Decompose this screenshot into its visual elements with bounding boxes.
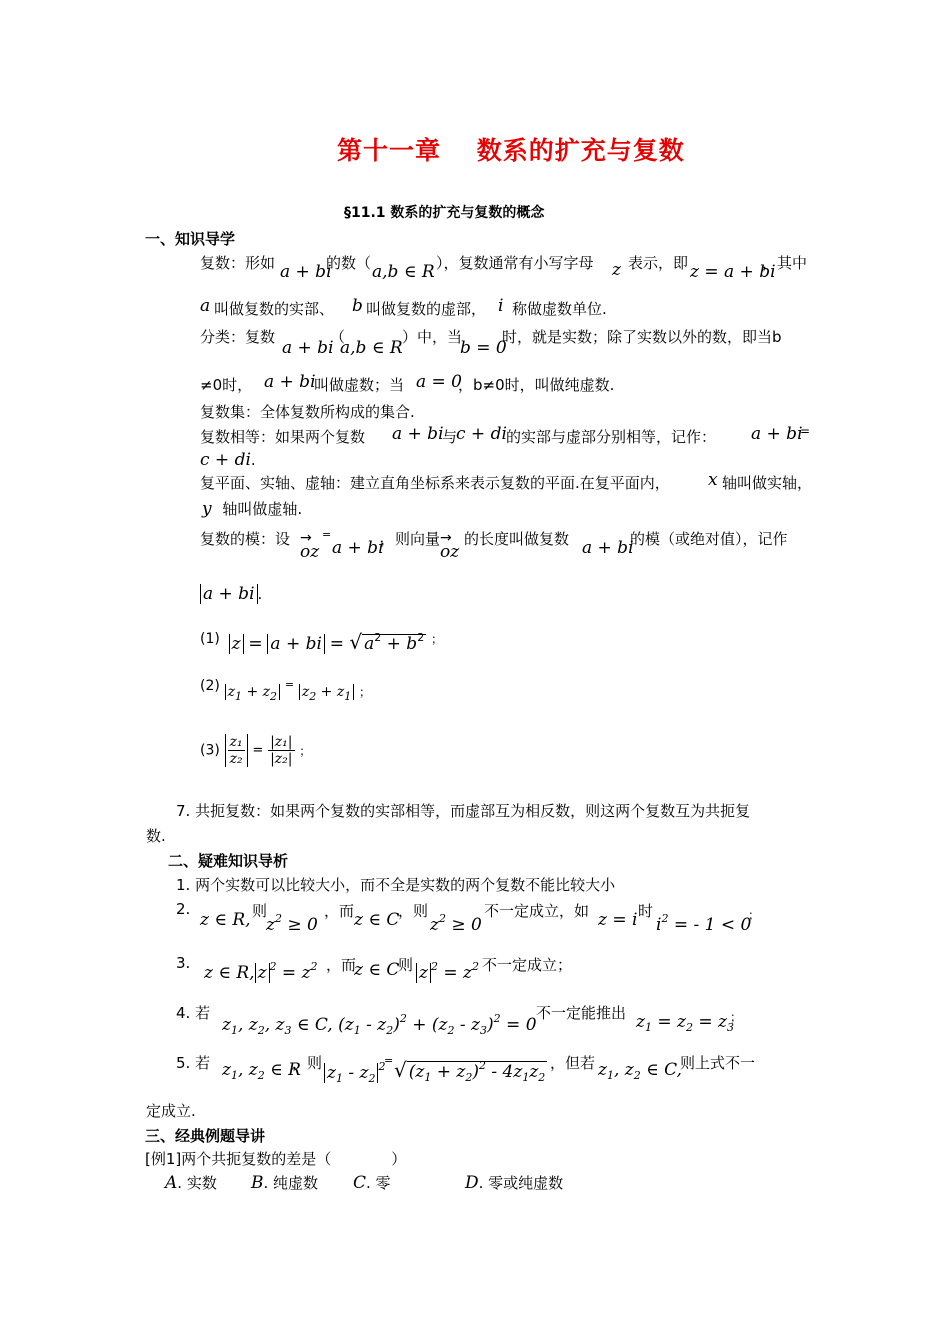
sub: 1 bbox=[235, 690, 243, 703]
math bbox=[416, 960, 479, 983]
math: z bbox=[612, 260, 621, 280]
p2-item1: 1. 两个实数可以比较大小，而不全是实数的两个复数不能比较大小 bbox=[176, 876, 616, 894]
math: , z bbox=[264, 1015, 285, 1035]
math: - 4z bbox=[486, 1062, 523, 1082]
text: 分类：复数 bbox=[200, 328, 276, 346]
text: （ bbox=[330, 328, 346, 346]
denominator: |z₂| bbox=[270, 751, 293, 767]
math: a,b ∈ R bbox=[340, 338, 403, 358]
text: ，而 bbox=[326, 956, 357, 974]
text: ≠0时， bbox=[200, 376, 253, 394]
math: = z bbox=[437, 963, 472, 983]
math: z bbox=[529, 1062, 539, 1082]
text: ； bbox=[748, 908, 761, 922]
math: , z bbox=[613, 1060, 634, 1080]
sup: 2 bbox=[661, 912, 669, 925]
math-abs: z bbox=[255, 963, 270, 983]
text: 称做虚数单位. bbox=[512, 300, 607, 318]
math bbox=[222, 1012, 537, 1037]
p1-line5: 复数集：全体复数所构成的集合. bbox=[200, 403, 415, 421]
math: a + bi bbox=[751, 424, 803, 444]
math: a + bi bbox=[267, 634, 325, 654]
math: - z bbox=[454, 1015, 481, 1035]
sqrt-sign: √ bbox=[349, 630, 363, 654]
text: 叫做虚数；当 bbox=[314, 376, 405, 394]
math: z = a + bi bbox=[690, 262, 776, 282]
sup: 2 bbox=[430, 960, 438, 973]
p1-line4 bbox=[200, 374, 800, 398]
formula-3 bbox=[200, 734, 311, 784]
sqrt-body bbox=[407, 1061, 548, 1082]
numerator: z₁ bbox=[229, 734, 243, 750]
text: 则上式不一 bbox=[680, 1054, 756, 1072]
math: ≥ 0 bbox=[281, 915, 318, 935]
p1-line2 bbox=[200, 298, 800, 322]
option-a bbox=[165, 1172, 217, 1193]
sub: 1 bbox=[644, 1021, 652, 1034]
sub: 2 bbox=[633, 1069, 641, 1082]
sub: 2 bbox=[386, 1024, 394, 1037]
sub: 1 bbox=[335, 1072, 343, 1085]
math: + z bbox=[431, 1062, 466, 1082]
math: a + bi bbox=[392, 424, 444, 444]
p2-item4 bbox=[176, 1002, 776, 1038]
math bbox=[222, 1060, 301, 1082]
sup: 2 bbox=[493, 1012, 501, 1025]
text: ； bbox=[430, 632, 443, 646]
math bbox=[394, 1058, 547, 1084]
math: = z bbox=[276, 963, 311, 983]
math: ∈ C, (z bbox=[291, 1015, 354, 1035]
math: , z bbox=[237, 1060, 258, 1080]
text: 4. 若 bbox=[176, 1004, 211, 1022]
math-abs bbox=[225, 684, 280, 703]
math: a = 0 bbox=[416, 372, 463, 392]
text: ，b≠0时，叫做纯虚数. bbox=[458, 376, 615, 394]
math: z bbox=[430, 915, 439, 935]
sqrt-sign: √ bbox=[394, 1058, 407, 1082]
sup: 2 bbox=[471, 960, 479, 973]
text: 复平面、实轴、虚轴：建立直角坐标系来表示复数的平面.在复平面内， bbox=[200, 474, 670, 492]
math: a,b ∈ R bbox=[372, 262, 435, 282]
option-text: . 实数 bbox=[177, 1174, 217, 1192]
p1-item7-line1: 7. 共扼复数：如果两个复数的实部相等，而虚部互为相反数，则这两个复数互为共扼复 bbox=[176, 802, 751, 820]
math: b = 0 bbox=[460, 338, 507, 358]
math bbox=[656, 912, 751, 935]
math: z = i bbox=[598, 910, 638, 930]
sub: 2 bbox=[465, 1071, 473, 1084]
text: 复数的模：设 bbox=[200, 530, 291, 548]
part2-heading: 二、疑难知识导析 bbox=[168, 852, 289, 870]
math: z bbox=[266, 915, 275, 935]
text: ，则 bbox=[398, 902, 429, 920]
math: ∈ C, bbox=[640, 1060, 682, 1080]
text: 的数（ bbox=[326, 254, 372, 272]
sub: 2 bbox=[538, 1071, 546, 1084]
label: (1) bbox=[200, 631, 220, 647]
numerator: |z₁| bbox=[270, 734, 293, 750]
option-letter: A bbox=[165, 1173, 178, 1193]
math: = z bbox=[651, 1012, 686, 1032]
option-letter: B bbox=[251, 1173, 264, 1193]
vector-arrow: → bbox=[300, 530, 312, 546]
p1-line6 bbox=[200, 426, 820, 450]
math: = bbox=[329, 634, 350, 654]
math: z bbox=[229, 634, 244, 654]
example-text: 两个共扼复数的差是（ ） bbox=[181, 1150, 407, 1168]
text: = bbox=[800, 424, 811, 438]
sup: 2 bbox=[269, 960, 277, 973]
vector-arrow: → bbox=[440, 530, 452, 546]
text: 不一定能推出 bbox=[536, 1004, 627, 1022]
text: ； bbox=[299, 744, 312, 758]
math-abs: z bbox=[416, 963, 431, 983]
math: , z bbox=[237, 1015, 258, 1035]
text: 复数相等：如果两个复数 bbox=[200, 428, 366, 446]
math bbox=[636, 1012, 734, 1034]
p2-item3 bbox=[176, 952, 776, 988]
sub: 3 bbox=[727, 1021, 734, 1034]
text: ），复数通常有小写字母 bbox=[436, 254, 594, 272]
p1-line3 bbox=[200, 326, 810, 360]
math: a bbox=[200, 296, 211, 316]
sup: 2 bbox=[378, 1060, 386, 1073]
section-title: §11.1 数系的扩充与复数的概念 bbox=[344, 205, 545, 221]
math: a + bi bbox=[332, 538, 384, 558]
text: . bbox=[250, 451, 256, 469]
math: z ∈ R, bbox=[200, 910, 251, 930]
math: z bbox=[222, 1060, 231, 1080]
p2-item5-line2: 定成立. bbox=[146, 1102, 196, 1120]
formula-2 bbox=[200, 678, 371, 708]
p1-line1 bbox=[200, 252, 810, 286]
math: + z bbox=[316, 684, 345, 700]
math: + b bbox=[381, 634, 418, 654]
sup: 2 bbox=[399, 1012, 407, 1025]
math bbox=[430, 912, 482, 935]
math bbox=[598, 1060, 682, 1082]
sub: 1 bbox=[606, 1069, 614, 1082]
text: 叫做复数的虚部， bbox=[366, 300, 487, 318]
fraction bbox=[228, 734, 245, 767]
text: ； bbox=[730, 1010, 743, 1024]
option-text: . 零或纯虚数 bbox=[478, 1174, 564, 1192]
option-c bbox=[353, 1172, 391, 1193]
text: ； bbox=[359, 685, 372, 699]
math: z bbox=[227, 684, 236, 700]
text: 表示，即 bbox=[628, 254, 689, 272]
equals: = bbox=[284, 678, 295, 691]
text: 不一定成立； bbox=[482, 956, 573, 974]
text: 时 bbox=[638, 902, 654, 920]
text: 3. bbox=[176, 954, 191, 972]
sub: 2 bbox=[257, 1069, 265, 1082]
math bbox=[266, 912, 318, 935]
math: z bbox=[327, 1063, 336, 1083]
math: = bbox=[248, 634, 263, 654]
text: 叫做复数的实部、 bbox=[214, 300, 335, 318]
math: + z bbox=[242, 684, 271, 700]
math: b bbox=[352, 296, 363, 316]
math: ) bbox=[487, 1015, 494, 1035]
math-abs: a + bi bbox=[200, 584, 258, 604]
math: z bbox=[636, 1012, 645, 1032]
text: 则 bbox=[252, 902, 268, 920]
label: (2) bbox=[200, 678, 220, 694]
p2-item2 bbox=[176, 900, 776, 936]
math: a + bi bbox=[582, 538, 634, 558]
math: a + bi bbox=[280, 262, 332, 282]
text: 不一定成立，如 bbox=[484, 902, 590, 920]
math: i bbox=[656, 915, 662, 935]
text: 5. 若 bbox=[176, 1054, 211, 1072]
text: 的模（或绝对值），记作 bbox=[630, 530, 788, 548]
chapter-title: 第十一章 数系的扩充与复数 bbox=[337, 136, 685, 165]
math: ) bbox=[472, 1062, 479, 1082]
math: ∈ R bbox=[264, 1060, 301, 1080]
math: (z bbox=[408, 1062, 425, 1082]
part3-heading: 三、经典例题导讲 bbox=[145, 1127, 266, 1145]
text: ，则向量 bbox=[380, 530, 441, 548]
math: ) bbox=[393, 1015, 400, 1035]
sup: 2 bbox=[310, 960, 318, 973]
p1-item7-line2: 数. bbox=[146, 827, 166, 845]
label: (3) bbox=[200, 742, 220, 759]
p1-line9 bbox=[202, 498, 302, 519]
math: z bbox=[222, 1015, 231, 1035]
math-abs bbox=[299, 684, 354, 703]
math-abs bbox=[324, 1063, 378, 1083]
math: y bbox=[202, 499, 212, 519]
p1-line8 bbox=[200, 472, 820, 496]
sub: 3 bbox=[480, 1024, 488, 1037]
p1-line10 bbox=[200, 528, 820, 564]
text: 轴叫做实轴， bbox=[722, 474, 813, 492]
example-label: [例1] bbox=[145, 1150, 182, 1168]
math: - z bbox=[360, 1015, 387, 1035]
math: = z bbox=[692, 1012, 727, 1032]
sub: 1 bbox=[522, 1071, 530, 1084]
sub: 2 bbox=[447, 1024, 455, 1037]
math: a bbox=[364, 634, 375, 654]
text: ，则 bbox=[292, 1054, 323, 1072]
text: 时，就是实数；除了实数以外的数，即当b bbox=[502, 328, 782, 346]
text: 复数：形如 bbox=[200, 254, 276, 272]
p1-line11 bbox=[200, 584, 262, 604]
math: a + bi bbox=[282, 338, 334, 358]
sub: 2 bbox=[368, 1072, 376, 1085]
sub: 1 bbox=[353, 1024, 361, 1037]
option-b bbox=[251, 1172, 318, 1193]
formula-1 bbox=[200, 630, 443, 664]
fraction bbox=[268, 734, 294, 767]
math: x bbox=[708, 470, 718, 490]
math bbox=[324, 1060, 385, 1085]
p2-item5 bbox=[176, 1052, 776, 1090]
math: = 0 bbox=[500, 1015, 537, 1035]
text: 则 bbox=[398, 956, 414, 974]
sub: 1 bbox=[230, 1024, 238, 1037]
example-1 bbox=[145, 1148, 406, 1169]
math: z bbox=[598, 1060, 607, 1080]
math-abs bbox=[225, 734, 248, 767]
options-row bbox=[165, 1172, 605, 1198]
math: = - 1 < 0 bbox=[668, 915, 752, 935]
text: 与 bbox=[442, 428, 458, 446]
equals: = bbox=[252, 743, 264, 758]
sub: 1 bbox=[424, 1071, 432, 1084]
math: oz bbox=[300, 542, 320, 562]
option-letter: D bbox=[465, 1173, 479, 1193]
denominator: z₂ bbox=[229, 751, 243, 767]
text: 2. bbox=[176, 900, 191, 918]
math: c + di bbox=[200, 450, 251, 470]
sub: 1 bbox=[344, 690, 352, 703]
equals: = bbox=[384, 1054, 394, 1067]
text: . bbox=[257, 585, 263, 603]
option-d bbox=[465, 1172, 563, 1193]
sup: 2 bbox=[479, 1059, 486, 1072]
p1-line7 bbox=[200, 450, 256, 470]
math: i bbox=[498, 296, 504, 316]
text: 的实部与虚部分别相等，记作： bbox=[506, 428, 717, 446]
sqrt-body bbox=[362, 631, 426, 654]
text: = bbox=[322, 528, 332, 541]
option-text: . 纯虚数 bbox=[263, 1174, 319, 1192]
text: ，其中 bbox=[762, 254, 808, 272]
part1-heading: 一、知识导学 bbox=[145, 230, 236, 248]
math: z ∈ C bbox=[354, 960, 400, 980]
math bbox=[204, 960, 318, 983]
text: ，而 bbox=[324, 902, 355, 920]
math: oz bbox=[440, 542, 460, 562]
sup: 2 bbox=[438, 912, 446, 925]
sup: 2 bbox=[274, 912, 282, 925]
sup: 2 bbox=[374, 631, 382, 644]
sub: 3 bbox=[284, 1024, 292, 1037]
math: z bbox=[301, 684, 310, 700]
sub: 2 bbox=[685, 1021, 693, 1034]
sub: 2 bbox=[309, 690, 317, 703]
text: ，但若 bbox=[550, 1054, 596, 1072]
math: c + di bbox=[456, 424, 507, 444]
math: - z bbox=[342, 1063, 369, 1083]
text: 轴叫做虚轴. bbox=[222, 500, 303, 518]
sup: 2 bbox=[417, 631, 425, 644]
option-text: . 零 bbox=[366, 1174, 391, 1192]
math: z ∈ R, bbox=[204, 963, 255, 983]
sub: 2 bbox=[270, 690, 278, 703]
text: 的长度叫做复数 bbox=[464, 530, 570, 548]
math: z ∈ C bbox=[354, 910, 400, 930]
math: a + bi bbox=[264, 372, 316, 392]
option-letter: C bbox=[353, 1173, 367, 1193]
math: + (z bbox=[406, 1015, 448, 1035]
sub: 1 bbox=[230, 1069, 238, 1082]
text: ）中，当 bbox=[402, 328, 463, 346]
math: ≥ 0 bbox=[445, 915, 482, 935]
sub: 2 bbox=[257, 1024, 265, 1037]
